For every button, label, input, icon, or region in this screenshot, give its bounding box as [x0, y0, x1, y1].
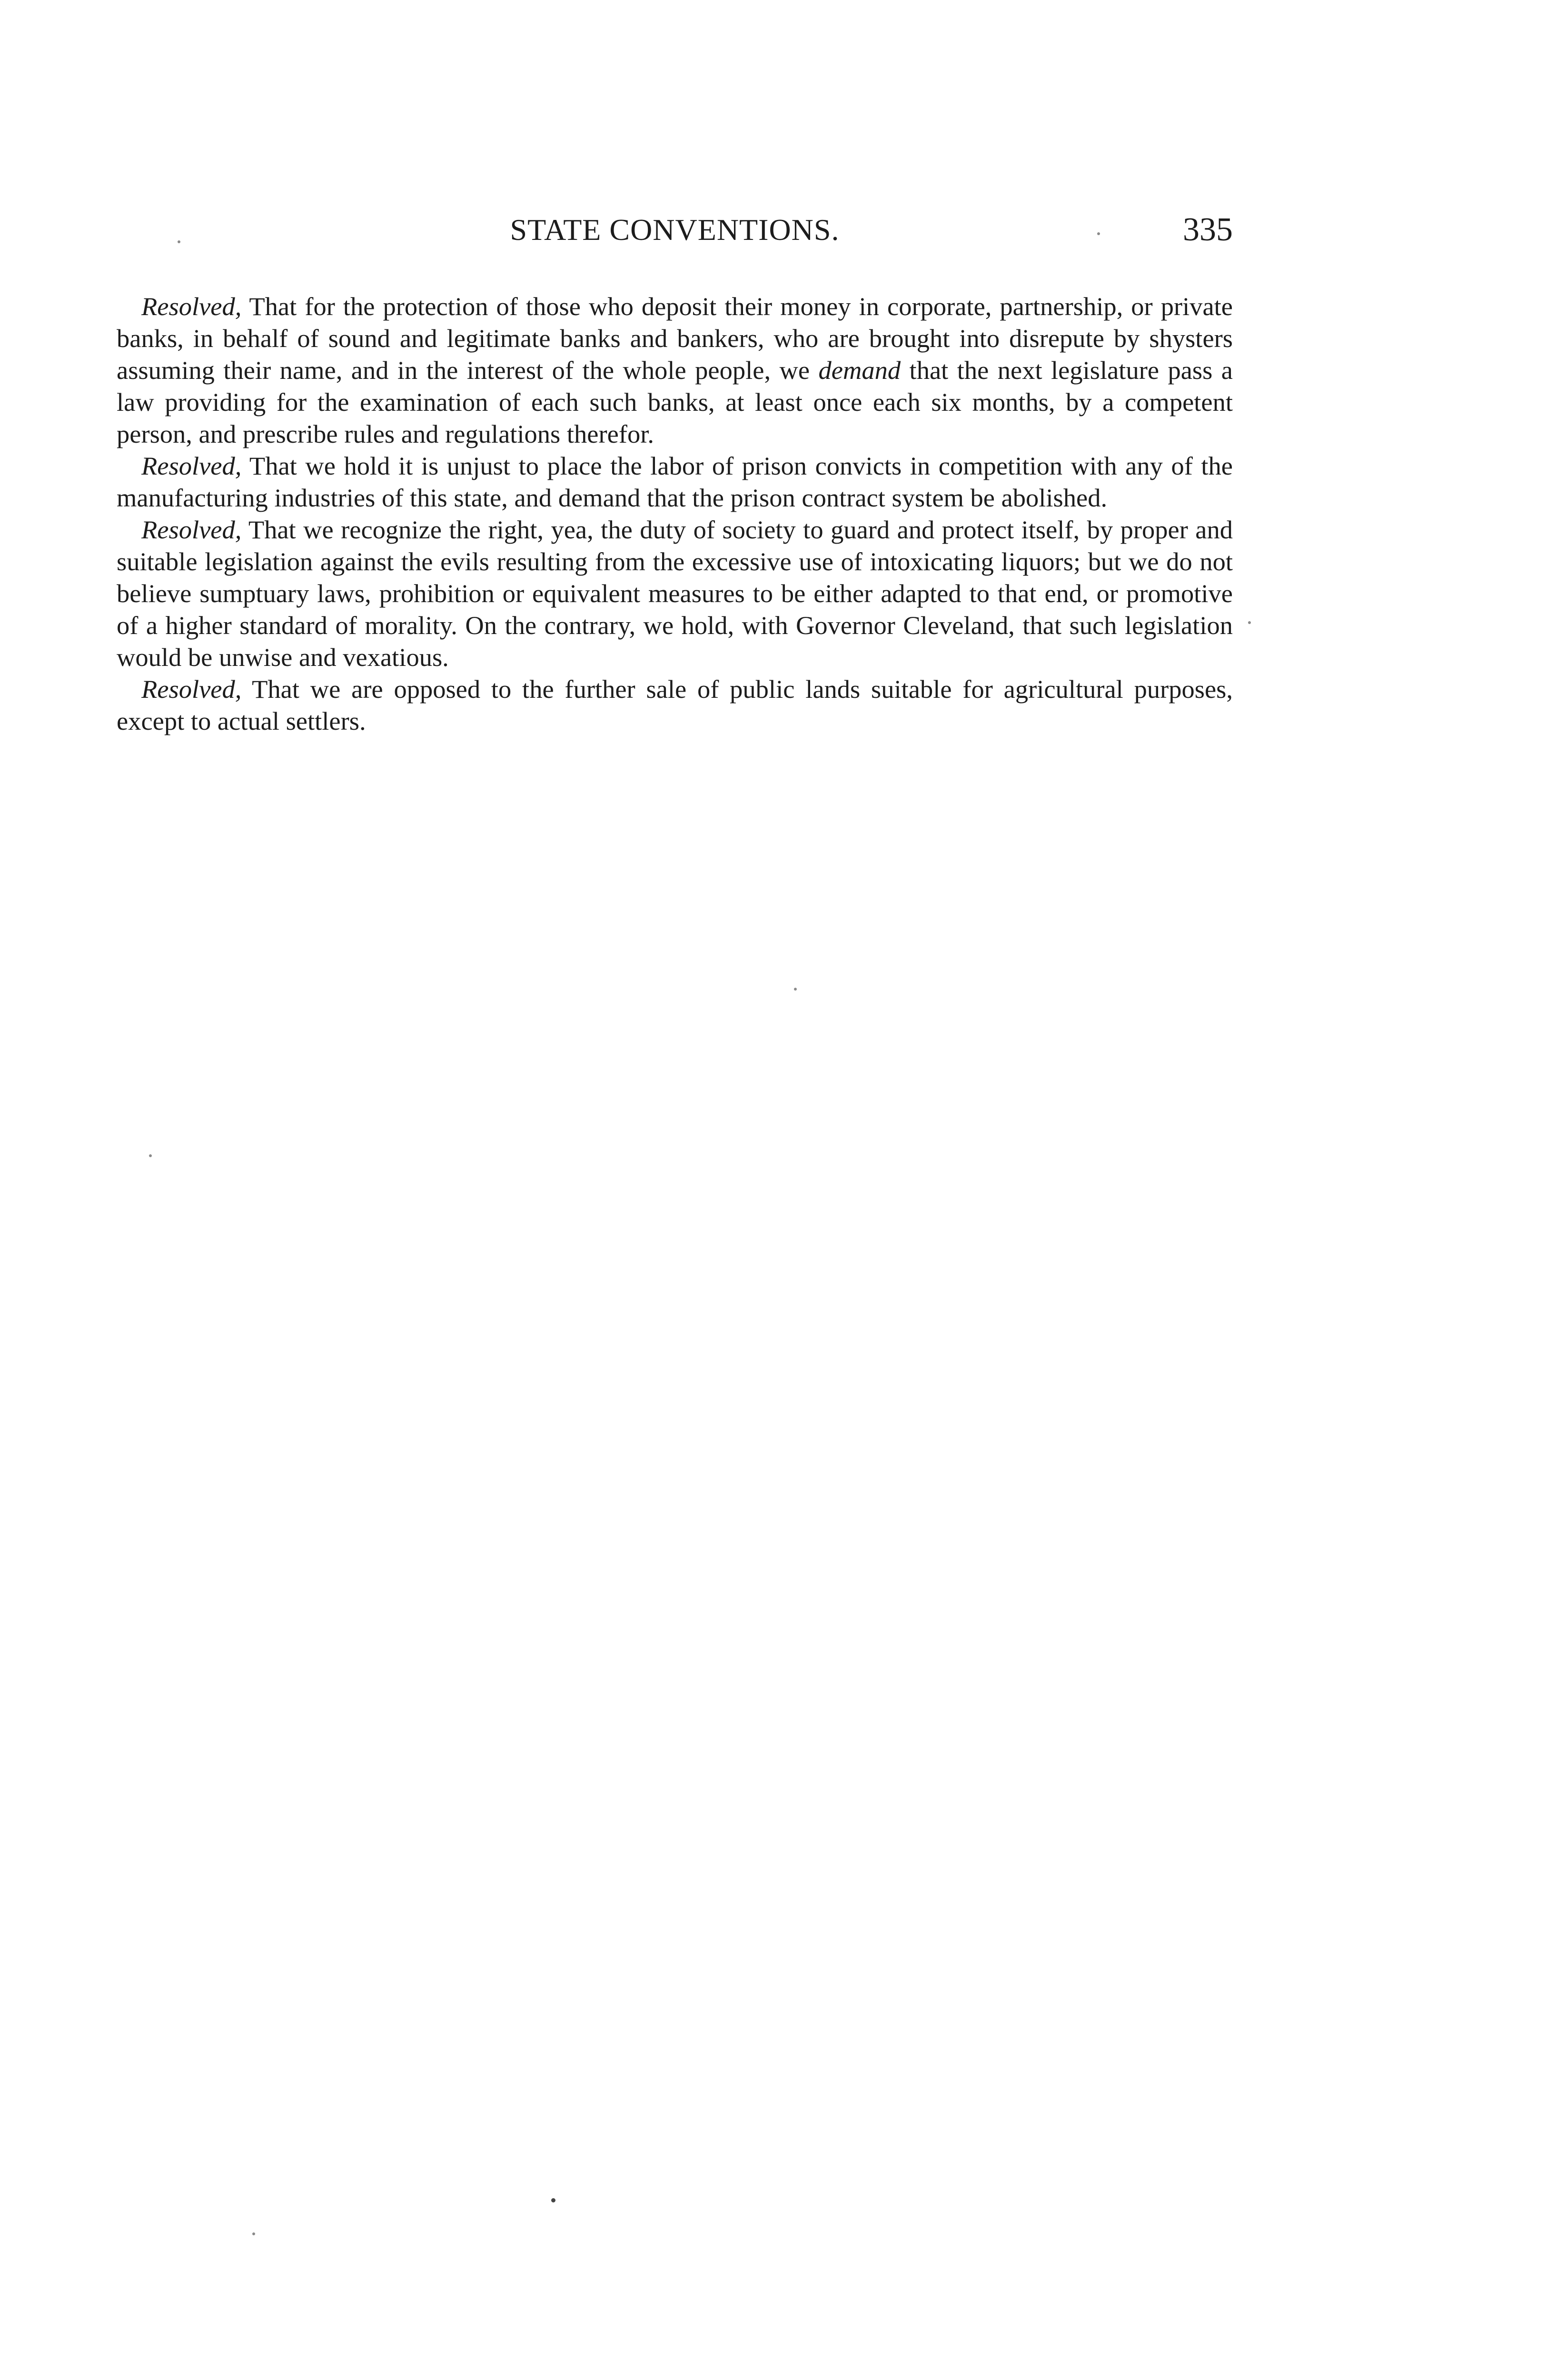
resolution-text: That we recognize the right, yea, the duty of society to guard and protect itself, by proper and suitable legislation against the evils resulting from the excessive use of intoxicating liquors; but we do not believe sumptuary laws, prohibition or equivalent measures to be either adapted to that end, or promotive of a higher standard of morality. On the contrary, we hold, with Governor Cleveland, that such legislation would be unwise and vexatious. — [117, 515, 1233, 672]
running-header — [117, 208, 1233, 251]
resolution-paragraph — [117, 450, 1233, 514]
paper-speck — [149, 1154, 152, 1157]
resolution-text: That for the protection of those who deposit their money in corporate, partnership, or private banks, in behalf of sound and legitimate banks and bankers, who are brought into disrepute by shysters assuming their name, and in the interest of the whole people, we — [117, 292, 1233, 385]
paper-speck — [178, 240, 180, 243]
paper-speck — [252, 2232, 255, 2235]
resolution-lead: Resolved, — [141, 674, 242, 704]
resolution-paragraph — [117, 673, 1233, 737]
resolution-lead: Resolved, — [141, 451, 242, 480]
body-text — [117, 290, 1233, 737]
resolution-text: That we are opposed to the further sale of public lands suitable for agricultural purposes, except to actual settlers. — [117, 674, 1233, 735]
paper-speck — [1097, 232, 1100, 235]
resolution-text: That we hold it is unjust to place the labor of prison convicts in competition with any of the manufacturing industries of this state, and demand that the prison contract system be abolished. — [117, 451, 1233, 512]
paper-speck — [794, 988, 797, 991]
page-number: 335 — [1183, 211, 1233, 248]
resolution-paragraph — [117, 290, 1233, 450]
paper-speck — [551, 2198, 555, 2202]
resolution-paragraph — [117, 514, 1233, 673]
running-title: STATE CONVENTIONS. — [510, 213, 840, 247]
emphasized-word: demand — [818, 356, 901, 385]
resolution-lead: Resolved, — [141, 515, 242, 544]
paper-speck — [1248, 621, 1251, 624]
resolution-text: that the next legislature pass a law providing for the examination of each such banks, at least once each six months, by a competent person, and prescribe rules and regulations therefor. — [117, 356, 1233, 448]
resolution-lead: Resolved, — [141, 292, 242, 321]
